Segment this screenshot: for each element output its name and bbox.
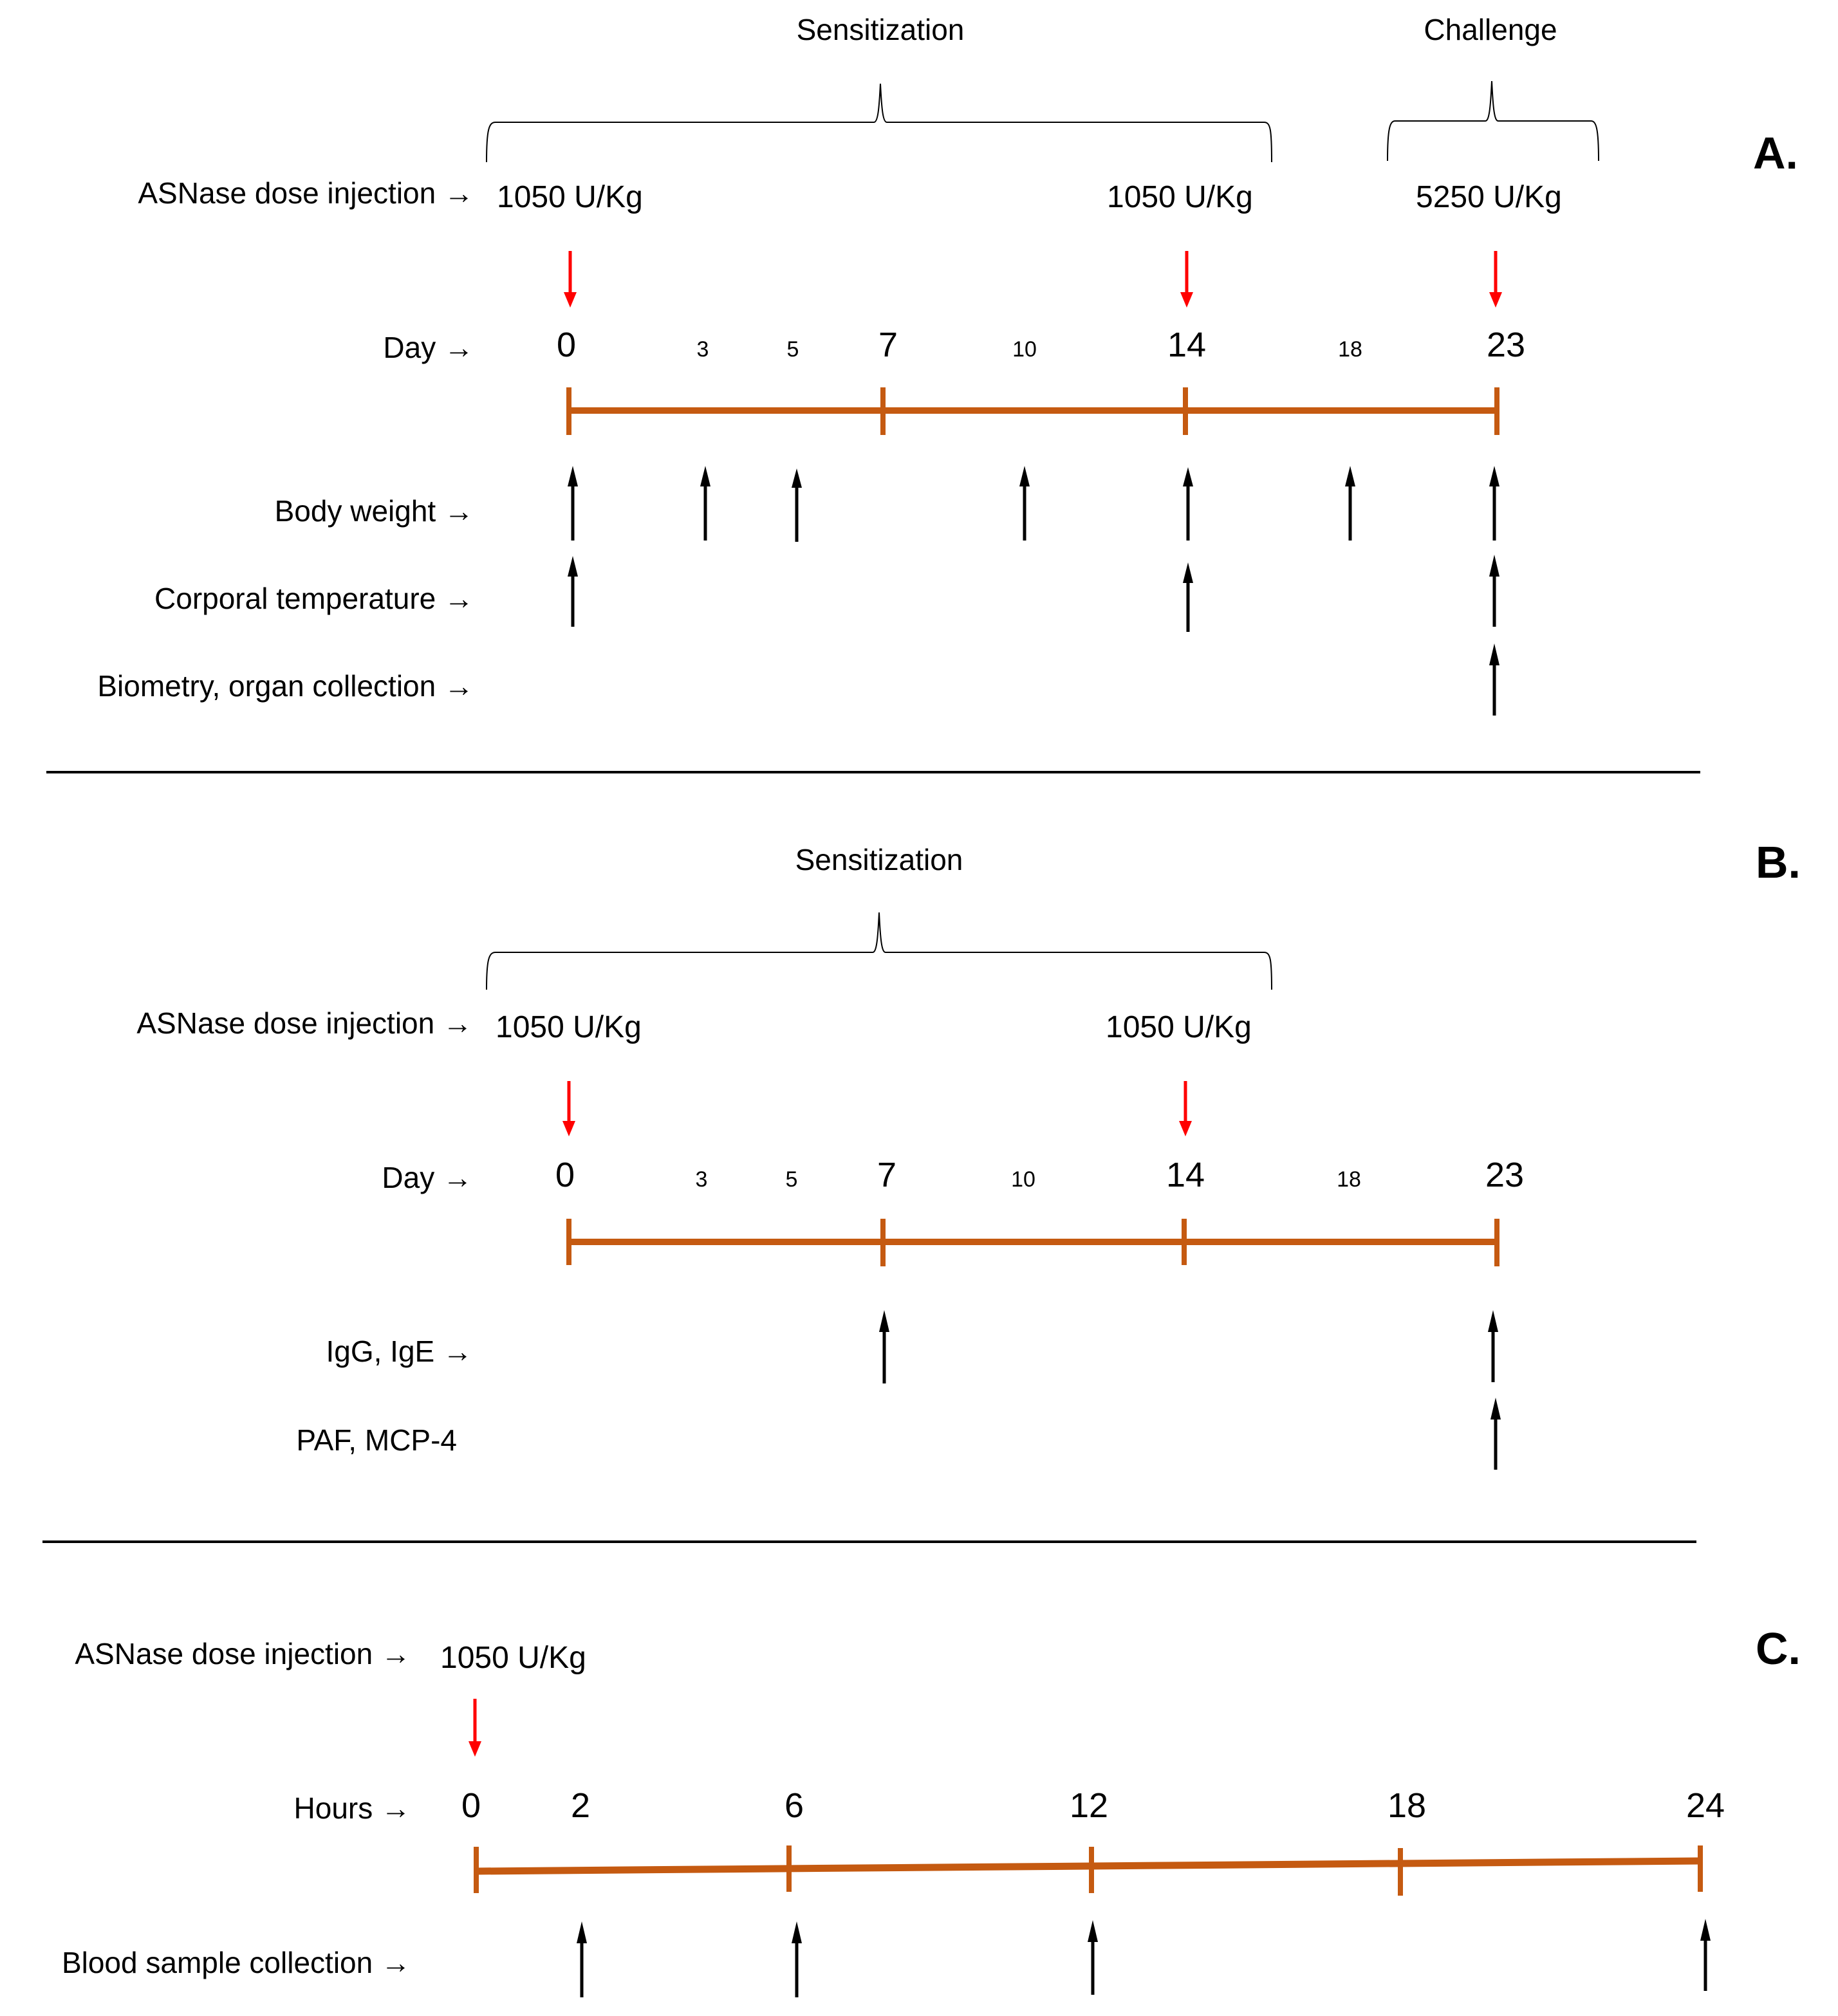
day-tick-label: 14: [1167, 326, 1207, 364]
row-label-body-weight: Body weight →: [274, 494, 474, 528]
day-tick-label: 10: [1012, 337, 1037, 362]
day-tick-label: 7: [877, 1156, 897, 1194]
challenge-brace-icon: [1388, 81, 1599, 161]
timeline-axis: [476, 1845, 1700, 1896]
injection-arrow-icon: [469, 1699, 481, 1757]
dose-label-day14: 1050 U/Kg: [1106, 1010, 1252, 1044]
measurement-arrow-icon: [582, 1938, 1705, 1997]
measurement-arrow-icon: [573, 574, 1494, 632]
dose-label-day23: 5250 U/Kg: [1416, 180, 1562, 214]
measurement-arrow-icon: [1490, 1398, 1501, 1470]
day-tick-label: 23: [1486, 326, 1526, 364]
day-tick-label: 5: [786, 337, 799, 362]
hour-tick-label: 18: [1387, 1786, 1427, 1825]
dose-label-day0: 1050 U/Kg: [497, 180, 643, 214]
panel-c: [62, 1623, 1801, 1997]
day-tick-label: 5: [785, 1167, 798, 1192]
axis-label-day: Day →: [383, 331, 474, 364]
measurement-arrow-icon: [879, 1310, 889, 1383]
measurement-arrowhead-icon: [568, 555, 1499, 583]
hour-tick-label: 12: [1069, 1786, 1109, 1825]
row-label-blood-sample-collection: Blood sample collection →: [61, 1946, 411, 1979]
row-label-asnase-injection: ASNase dose injection →: [136, 1006, 472, 1040]
measurement-arrowhead-icon: [568, 466, 1499, 488]
measurement-arrowhead-icon: [577, 1919, 1711, 1943]
row-label-asnase-injection: ASNase dose injection →: [75, 1637, 411, 1670]
injection-arrow-icon: [562, 1081, 575, 1136]
day-tick-label: 0: [556, 326, 577, 364]
hour-tick-label: 24: [1685, 1786, 1725, 1825]
day-tick-label: 10: [1011, 1167, 1035, 1192]
hour-tick-label: 6: [784, 1786, 804, 1825]
axis-label-hours: Hours →: [293, 1791, 411, 1825]
day-tick-label: 3: [695, 1167, 708, 1192]
panel-a: [97, 13, 1798, 716]
day-tick-label: 14: [1165, 1156, 1205, 1194]
timeline-axis: [569, 1219, 1497, 1266]
row-label-biometry-organ-collection: Biometry, organ collection →: [97, 669, 474, 703]
row-label-asnase-injection: ASNase dose injection →: [138, 176, 474, 210]
phase-label-sensitization: Sensitization: [795, 843, 963, 876]
measurement-arrow-icon: [1489, 643, 1499, 716]
dose-label-hour0: 1050 U/Kg: [440, 1641, 586, 1675]
injection-arrow-icon: [1179, 1081, 1192, 1136]
row-label-igg-ige: IgG, IgE →: [326, 1335, 472, 1368]
day-tick-label: 18: [1338, 337, 1362, 362]
day-tick-label: 0: [555, 1156, 575, 1194]
axis-label-day: Day →: [382, 1161, 472, 1194]
dose-label-day14: 1050 U/Kg: [1107, 180, 1253, 214]
dose-label-day0: 1050 U/Kg: [496, 1010, 642, 1044]
timeline-axis: [569, 387, 1497, 435]
measurement-arrow-icon: [573, 484, 1494, 542]
injection-arrow-icon: [1489, 251, 1502, 308]
panel-label-c: C.: [1756, 1623, 1801, 1674]
day-tick-label: 3: [696, 337, 709, 362]
panel-label-b: B.: [1756, 837, 1801, 887]
sensitization-brace-icon: [487, 84, 1272, 162]
injection-arrow-icon: [1180, 251, 1193, 308]
hour-tick-label: 2: [570, 1786, 591, 1825]
phase-label-challenge: Challenge: [1424, 13, 1557, 46]
panel-b: [136, 837, 1801, 1470]
sensitization-brace-icon: [487, 912, 1272, 990]
injection-arrow-icon: [564, 251, 577, 308]
row-label-paf-mcp4: PAF, MCP-4: [296, 1423, 457, 1457]
day-tick-label: 23: [1485, 1156, 1525, 1194]
phase-label-sensitization: Sensitization: [796, 13, 965, 46]
row-label-corporal-temperature: Corporal temperature →: [154, 582, 474, 615]
panel-label-a: A.: [1753, 128, 1798, 178]
day-tick-label: 7: [878, 326, 898, 364]
measurement-arrow-icon: [1488, 1310, 1498, 1382]
hour-tick-label: 0: [461, 1786, 481, 1825]
day-tick-label: 18: [1337, 1167, 1361, 1192]
